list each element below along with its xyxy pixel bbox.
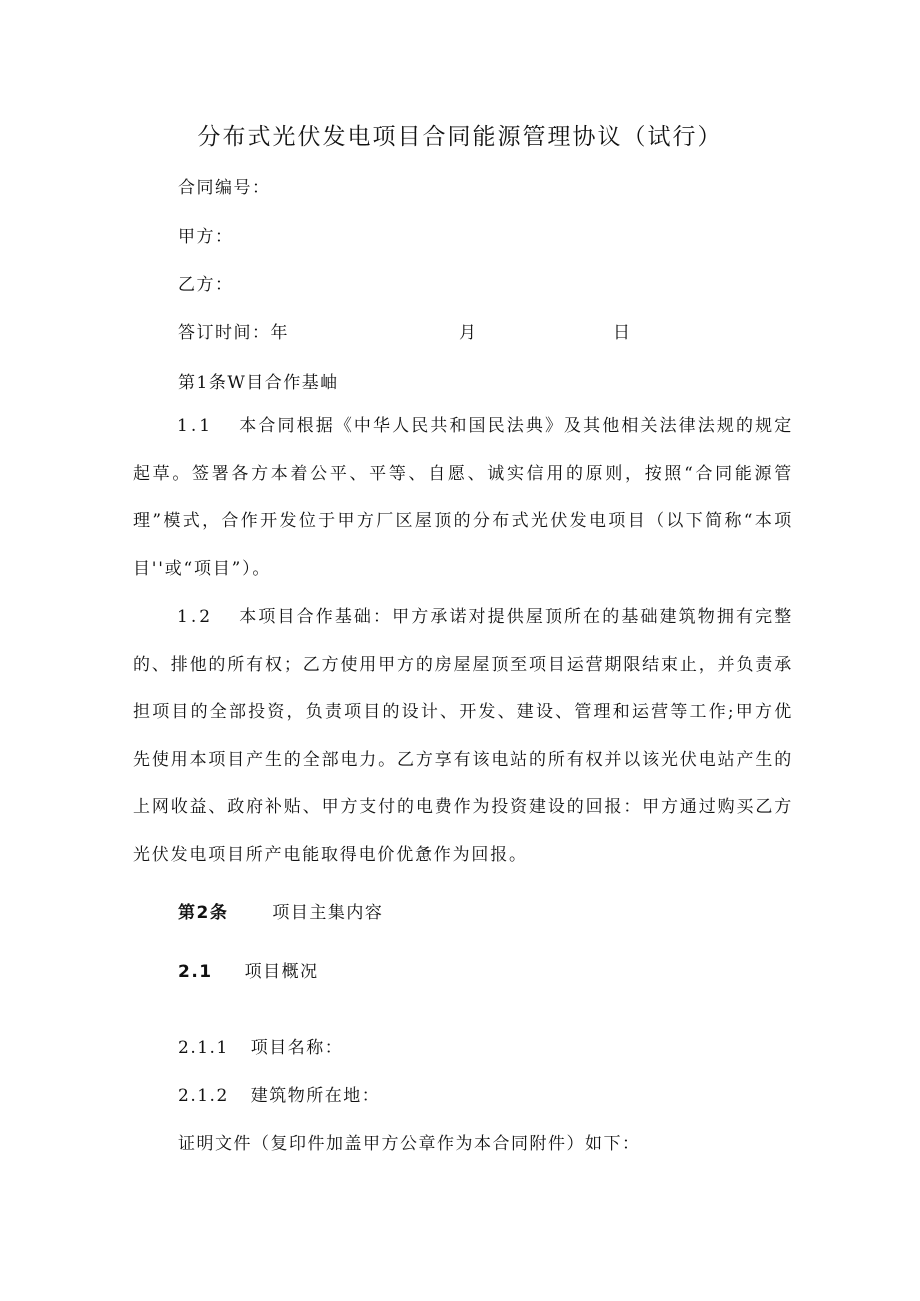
section-2-1-1-number: 2.1.1: [178, 1038, 229, 1058]
clause-1-1-text: 本合同根据《中华人民共和国民法典》及其他相关法律法规的规定起草。签署各方本着公平、平等、自愿、诚实信用的原则，按照“合同能源管理”模式，合作开发位于甲方厂区屋顶的分布式光伏发电项目（以下简称“本项目''或“项目”）。: [133, 416, 793, 579]
clause-1-2-number: 1.2: [177, 607, 214, 627]
article-1-heading: 第1条W目合作基岫: [178, 373, 339, 393]
clause-1-2: [133, 594, 793, 879]
section-2-1-1: [178, 1033, 343, 1058]
section-2-1-2-text: 建筑物所在地：: [250, 1086, 381, 1106]
clause-1-2-text: 本项目合作基础：甲方承诺对提供屋顶所在的基础建筑物拥有完整的、排他的所有权；乙方使用甲方的房屋屋顶至项目运营期限结束止，并负责承担项目的全部投资，负责项目的设计、开发、建设、管理和运营等工作;甲方优先使用本项目产生的全部电力。乙方享有该电站的所有权并以该光伏电站产生的上网收益、政府补贴、甲方支付的电费作为投资建设的回报：甲方通过购买乙方光伏发电项目所产电能取得电价优惫作为回报。: [133, 607, 793, 865]
article-2-heading-text: 项目主集内容: [272, 903, 384, 923]
section-2-1-heading: [178, 957, 319, 982]
contract-number-field: 合同编号：: [178, 178, 271, 198]
section-2-1-2: [178, 1081, 380, 1106]
section-2-1-1-text: 项目名称：: [250, 1038, 344, 1058]
article-2-heading-number: 第2条: [178, 903, 229, 923]
article-2-heading: [178, 898, 383, 923]
signing-date-label: 答订时间：年: [178, 323, 289, 343]
section-2-1-text: 项目概况: [244, 962, 319, 982]
party-a-field: 甲方：: [178, 227, 234, 247]
document-title: 分布式光伏发电项目合同能源管理协议（试行）: [197, 124, 723, 150]
section-2-1-2-number: 2.1.2: [178, 1086, 229, 1106]
clause-1-1: [133, 403, 793, 593]
signing-date-day: 日: [613, 323, 632, 343]
signing-date-month: 月: [459, 323, 478, 343]
section-2-1-number: 2.1: [178, 962, 213, 982]
proof-documents-note: 证明文件（复印件加盖甲方公章作为本合同附件）如下：: [178, 1134, 641, 1154]
party-b-field: 乙方：: [178, 275, 234, 295]
clause-1-1-number: 1.1: [177, 416, 214, 436]
